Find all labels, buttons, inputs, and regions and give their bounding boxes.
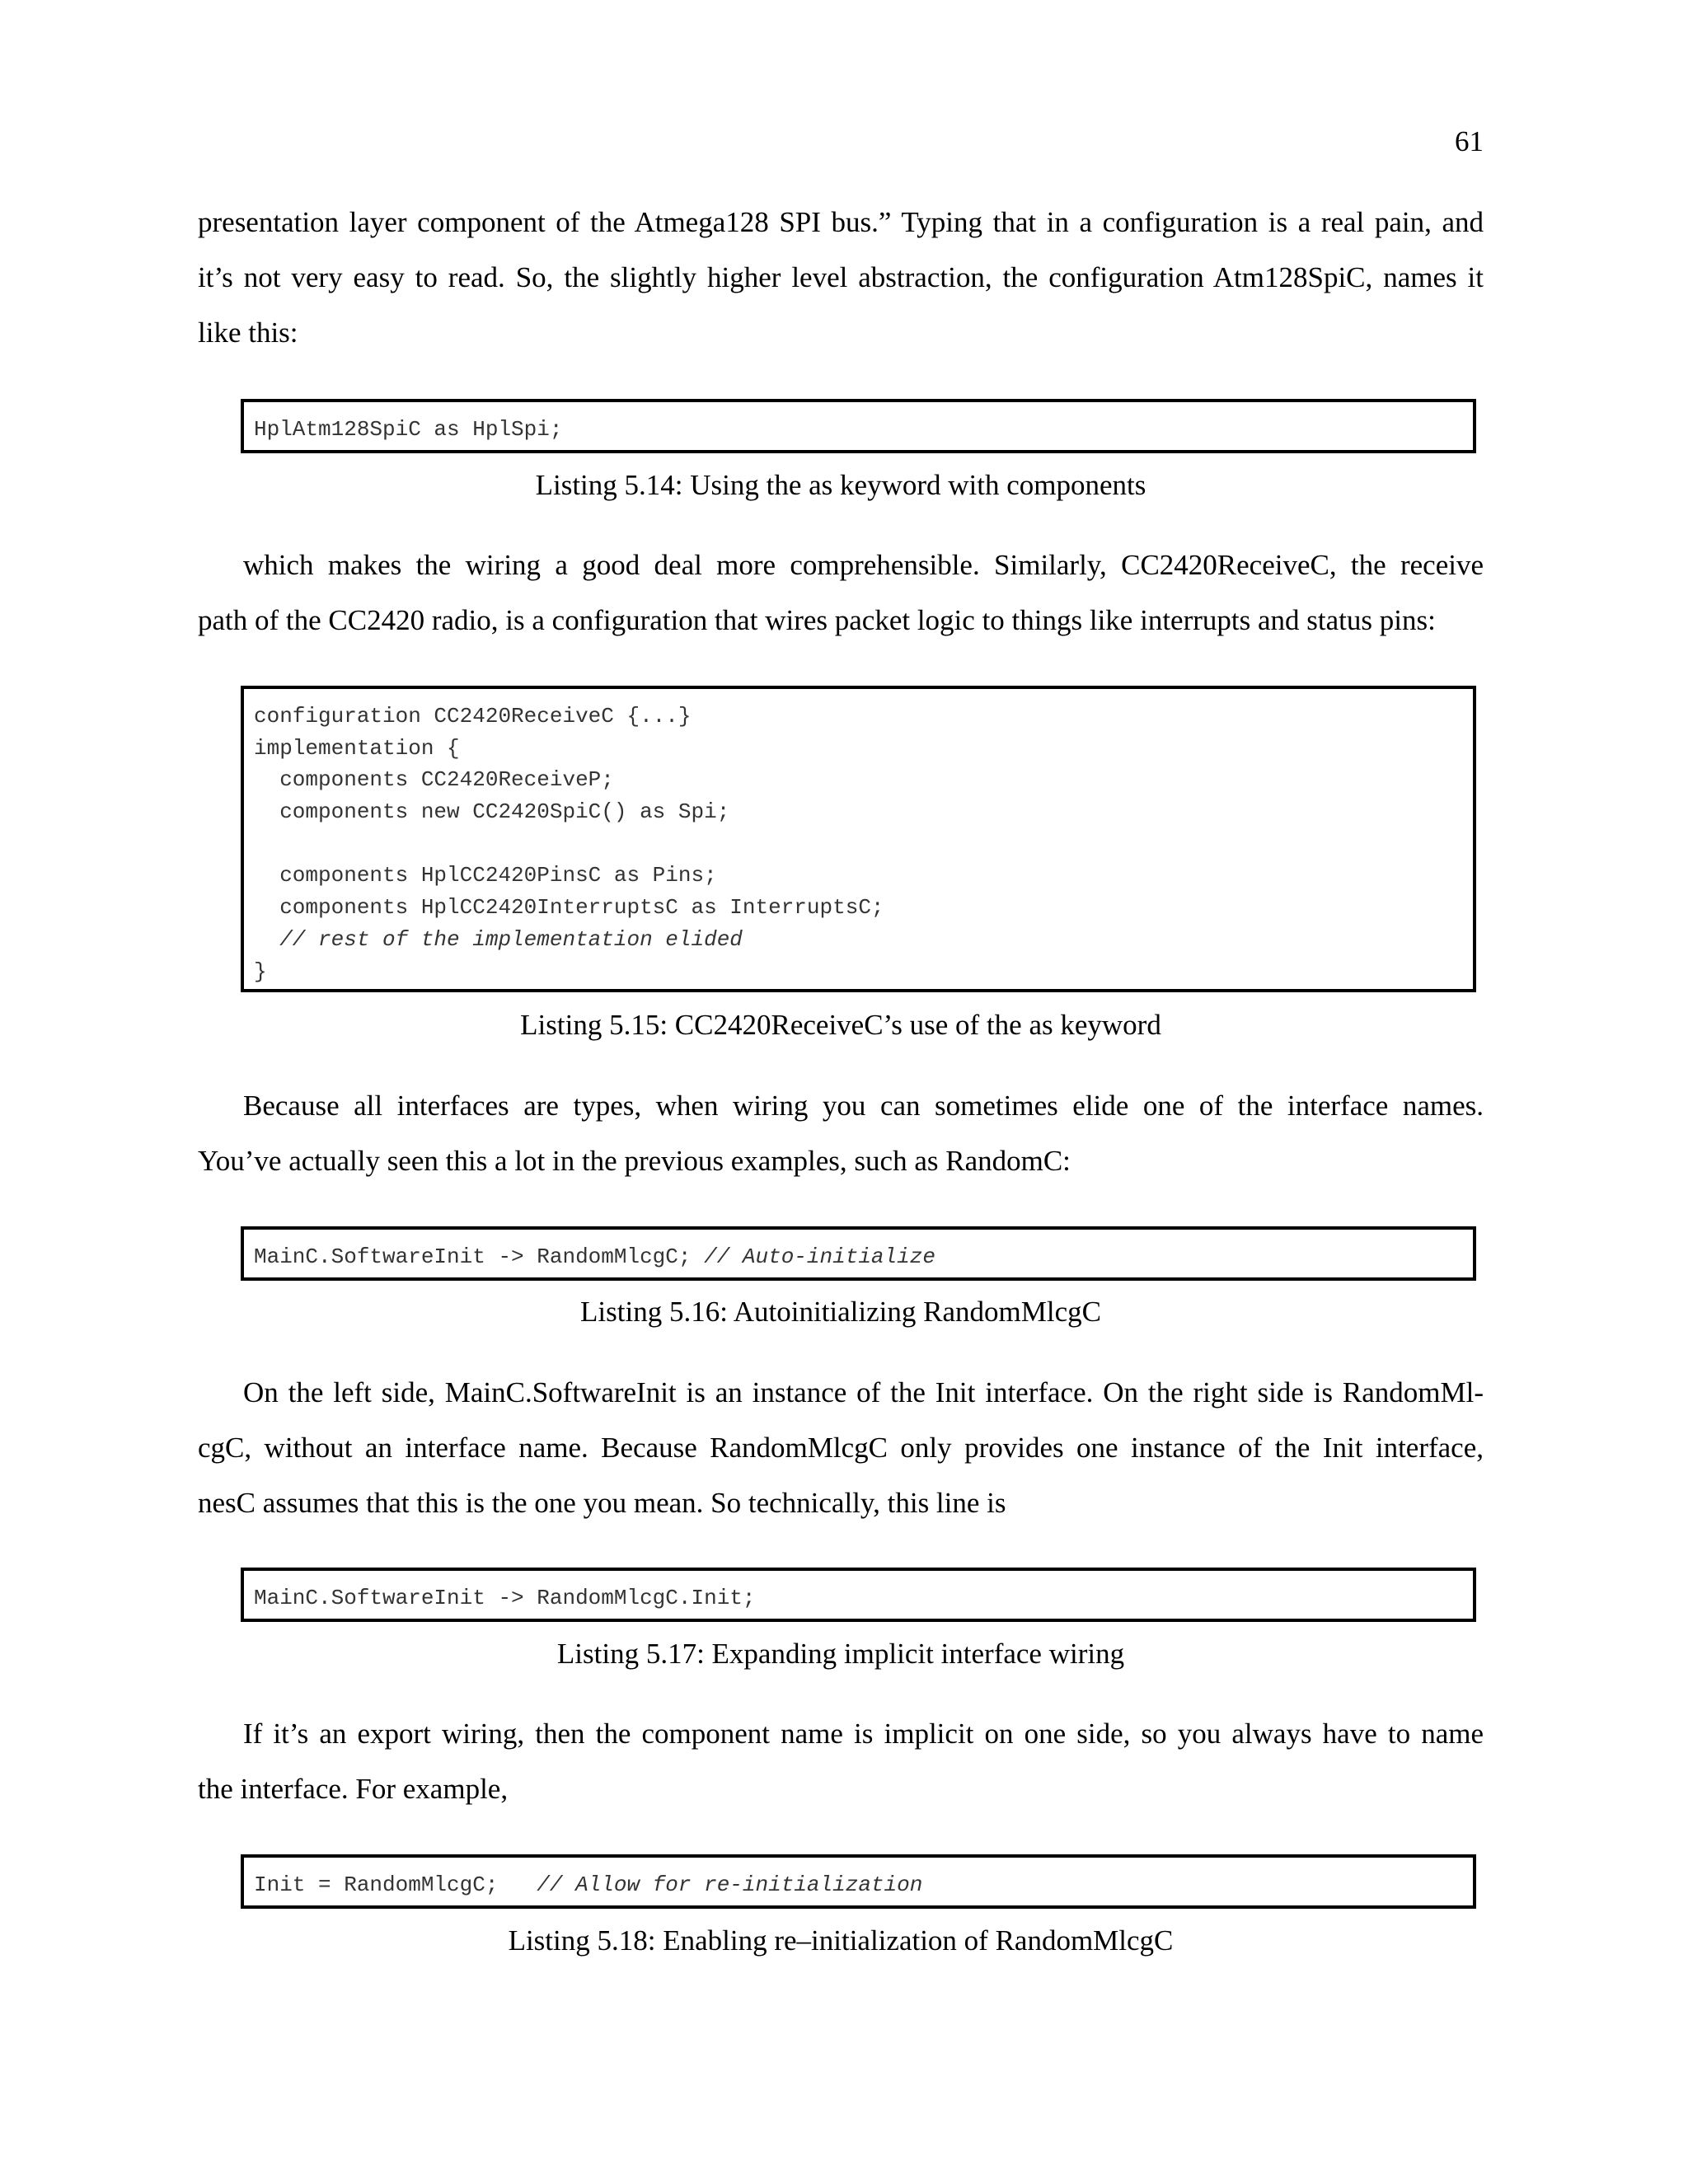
code-line: components CC2420ReceiveP; [254,767,614,793]
code-comment: // Auto-initialize [704,1244,935,1269]
code-line: } [254,958,267,984]
code-line: components new CC2420SpiC() as Spi; [254,799,730,825]
text-line: Because all interfaces are types, when wiring you can sometimes elide one of the interface names. [243,1090,1484,1122]
code-line [254,1869,1473,1901]
code-line: HplAtm128SpiC as HplSpi; [254,417,563,442]
code-listing-5-15 [241,686,1476,992]
code-line: components HplCC2420InterruptsC as InterruptsC; [254,895,884,921]
listing-caption-5-17: Listing 5.17: Expanding implicit interface wiring [556,1638,1125,1670]
paragraph-4 [198,1365,1484,1530]
code-comment: // Allow for re-initialization [537,1872,923,1897]
code-listing-5-18 [241,1854,1476,1909]
page-number: 61 [1455,125,1484,157]
listing-caption-5-14: Listing 5.14: Using the as keyword with components [535,469,1146,501]
text-line: path of the CC2420 radio, is a configuration that wires packet logic to things like interrupts and status pins: [198,604,1436,636]
code-listing-5-14 [241,399,1476,453]
paragraph-2 [198,537,1484,648]
code-text: MainC.SoftwareInit -> RandomMlcgC; [254,1244,705,1269]
text-line: which makes the wiring a good deal more comprehensible. Similarly, CC2420ReceiveC, the receive [243,549,1484,581]
paragraph-1 [198,194,1484,360]
text-line: On the left side, MainC.SoftwareInit is an instance of the Init interface. On the right side is RandomMl- [243,1376,1484,1408]
code-line [254,828,1473,860]
code-line: implementation { [254,735,460,761]
code-text: Init = RandomMlcgC; [254,1872,537,1897]
listing-caption-5-16: Listing 5.16: Autoinitializing RandomMlcgC [580,1296,1101,1328]
text-line: it’s not very easy to read. So, the slightly higher level abstraction, the configuration Atm128SpiC, names it [198,261,1484,293]
listing-caption-5-18: Listing 5.18: Enabling re–initialization of RandomMlcgC [508,1924,1174,1957]
code-comment: // rest of the implementation elided [254,926,743,952]
listing-caption-5-15: Listing 5.15: CC2420ReceiveC’s use of the as keyword [520,1009,1161,1041]
text-line: cgC, without an interface name. Because RandomMlcgC only provides one instance of the Init interface, [198,1432,1484,1464]
code-listing-5-17 [241,1568,1476,1622]
text-line: You’ve actually seen this a lot in the previous examples, such as RandomC: [198,1145,1071,1177]
code-line: configuration CC2420ReceiveC {...} [254,704,692,729]
code-line: MainC.SoftwareInit -> RandomMlcgC.Init; [254,1586,756,1610]
text-line: like this: [198,316,298,349]
text-line: presentation layer component of the Atmega128 SPI bus.” Typing that in a configuration is a real pain, and [198,206,1484,238]
paragraph-3 [198,1078,1484,1188]
code-listing-5-16 [241,1226,1476,1281]
text-line: the interface. For example, [198,1773,509,1805]
paragraph-5 [198,1706,1484,1816]
code-line: components HplCC2420PinsC as Pins; [254,863,717,888]
text-line: If it’s an export wiring, then the component name is implicit on one side, so you always have to name [243,1718,1484,1750]
text-line: nesC assumes that this is the one you mean. So technically, this line is [198,1487,1006,1519]
code-line [254,1241,1473,1273]
